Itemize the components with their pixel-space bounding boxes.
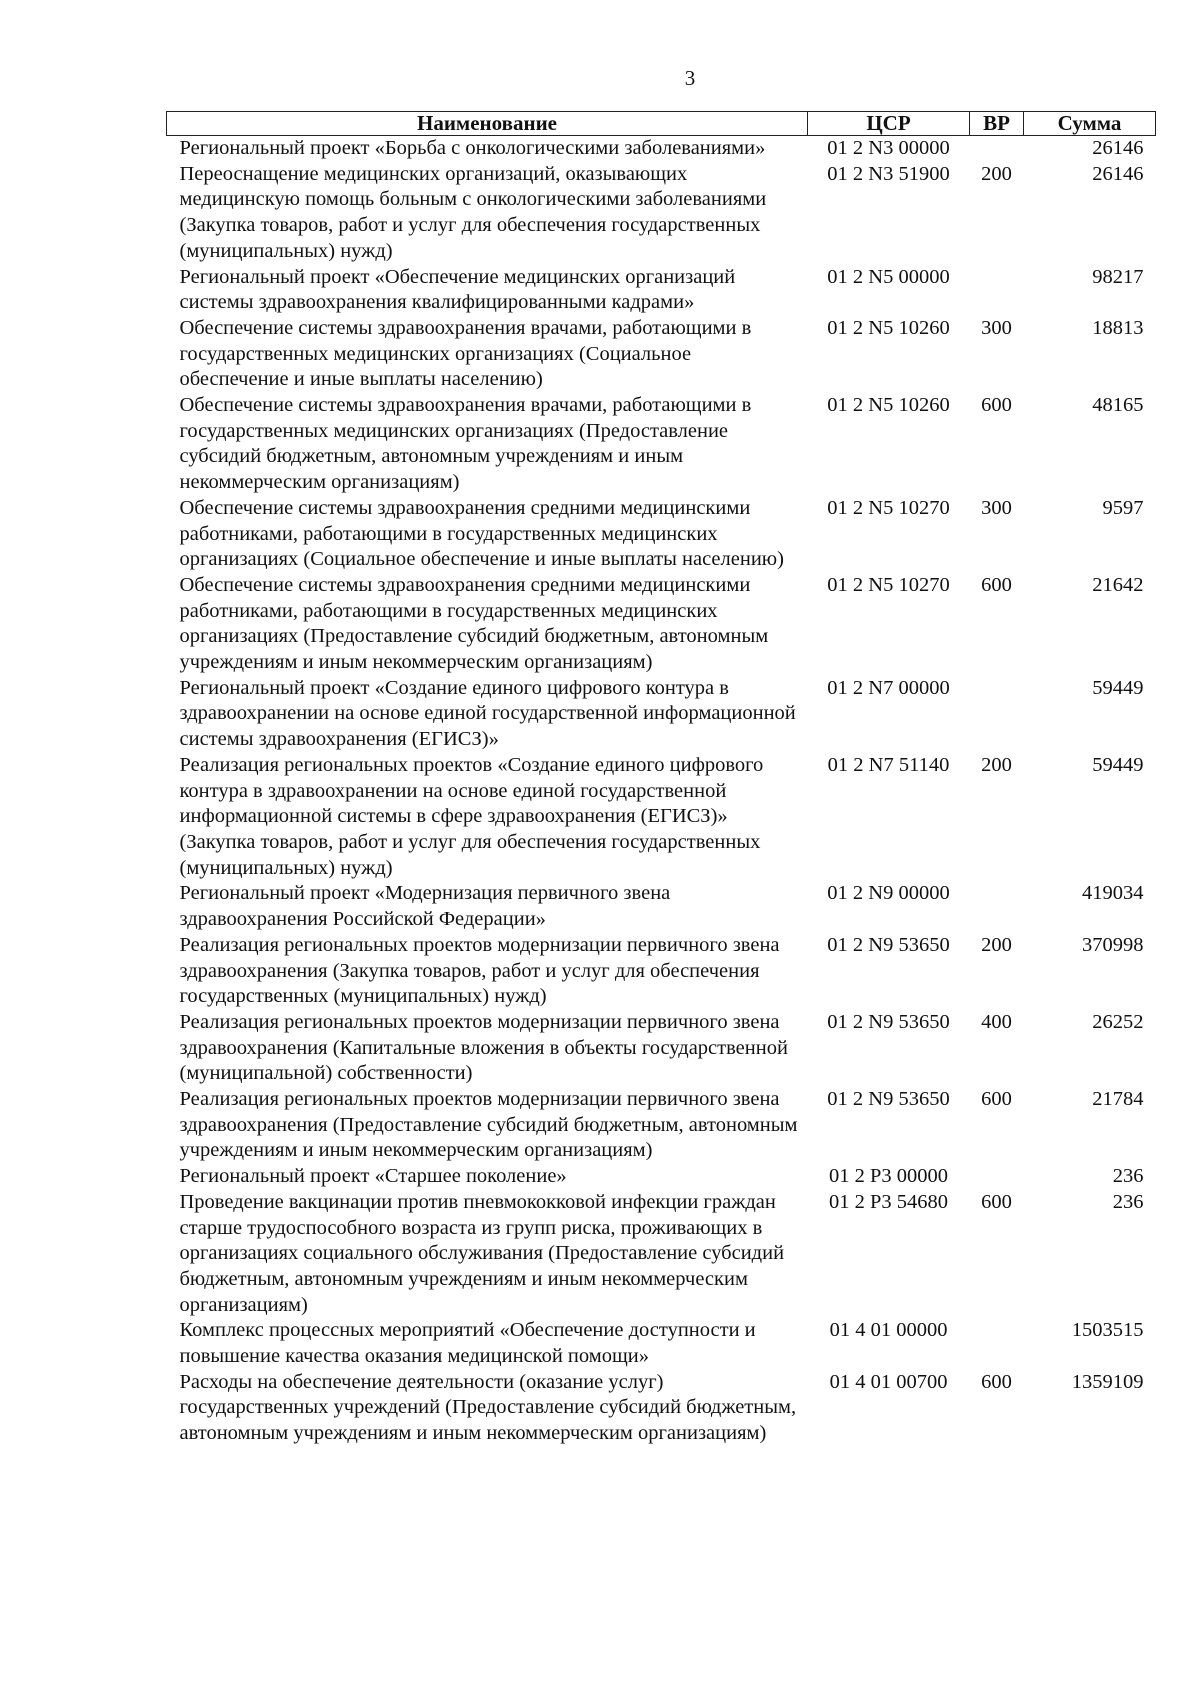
cell-csr: 01 4 01 00000 (829, 1319, 948, 1342)
table-body (167, 136, 1156, 1447)
cell-name: Обеспечение системы здравоохранения врачами, работающими в государственных медицинских организациях (Предоставление субсидий бюджетным, автономным учреждениям и иным некоммерческим организациям) (179, 394, 752, 494)
cell-name: Региональный проект «Модернизация первичного звена здравоохранения Российской Федерации» (179, 882, 671, 931)
cell-csr: 01 2 N9 00000 (827, 882, 950, 905)
table-row (167, 1087, 1156, 1164)
cell-vr: 200 (981, 933, 1012, 956)
cell-sum: 26146 (1092, 162, 1144, 185)
cell-sum: 26252 (1092, 1010, 1144, 1033)
header-name: Наименование (167, 112, 808, 136)
cell-sum: 9597 (1102, 496, 1144, 519)
cell-vr (970, 881, 1024, 932)
cell-sum: 59449 (1092, 676, 1144, 699)
cell-csr: 01 2 P3 00000 (828, 1165, 949, 1188)
cell-csr: 01 2 N3 51900 (827, 162, 950, 185)
cell-name: Проведение вакцинации против пневмококковой инфекции граждан старше трудоспособного возраста из групп риска, проживающих в организациях социального обслуживания (Предоставление субсидий бюджетным, автономным учреждениям и иным некоммерческим организациям) (179, 1190, 785, 1316)
cell-csr: 01 2 N5 00000 (827, 265, 950, 288)
cell-sum: 21784 (1092, 1088, 1144, 1111)
cell-name: Обеспечение системы здравоохранения средними медицинскими работниками, работающими в государственных медицинских организациях (Предоставление субсидий бюджетным, автономным учреждениям и иным некоммерческим организациям) (179, 573, 769, 674)
table-header-row (167, 112, 1156, 136)
header-csr: ЦСР (808, 112, 970, 136)
cell-name: Региональный проект «Создание единого цифрового контура в здравоохранении на основе единой государственной информационной системы здравоохранения (ЕГИСЗ)» (179, 676, 796, 751)
cell-vr: 400 (981, 1010, 1012, 1033)
cell-vr (970, 1318, 1024, 1369)
cell-sum: 419034 (1082, 882, 1144, 905)
cell-vr: 600 (981, 1370, 1012, 1393)
cell-name: Региональный проект «Обеспечение медицинских организаций системы здравоохранения квалифицированными кадрами» (179, 265, 736, 314)
table-row (167, 753, 1156, 882)
cell-name: Реализация региональных проектов «Создание единого цифрового контура в здравоохранении на основе единой государственной информационной системы в сфере здравоохранения (ЕГИСЗ)» (Закупка товаров, работ и услуг для обеспечения государственных (муниципальных) нужд) (179, 753, 764, 879)
cell-csr: 01 2 N7 51140 (827, 753, 950, 776)
cell-vr: 200 (981, 162, 1012, 185)
table-row (167, 1190, 1156, 1319)
cell-csr: 01 2 N3 00000 (827, 137, 950, 159)
cell-csr: 01 2 N9 53650 (827, 933, 950, 956)
cell-vr (970, 676, 1024, 753)
cell-sum: 98217 (1092, 265, 1144, 288)
cell-vr (970, 136, 1024, 162)
table-row (167, 1010, 1156, 1087)
cell-csr: 01 2 N5 10260 (827, 394, 950, 417)
table-row (167, 1318, 1156, 1369)
table-row (167, 136, 1156, 162)
cell-name: Реализация региональных проектов модернизации первичного звена здравоохранения (Закупка товаров, работ и услуг для обеспечения государственных (муниципальных) нужд) (179, 933, 780, 1008)
table-row (167, 496, 1156, 573)
table-row (167, 933, 1156, 1010)
cell-csr: 01 2 N5 10270 (827, 573, 950, 596)
table-row (167, 881, 1156, 932)
cell-vr: 200 (981, 753, 1012, 776)
cell-name: Региональный проект «Борьба с онкологическими заболеваниями» (179, 137, 766, 159)
table-row (167, 393, 1156, 496)
cell-name: Реализация региональных проектов модернизации первичного звена здравоохранения (Капитальные вложения в объекты государственной (муниципальной) собственности) (179, 1010, 788, 1085)
page-number: 3 (684, 66, 696, 90)
cell-sum: 236 (1112, 1190, 1144, 1213)
cell-vr: 300 (981, 496, 1012, 519)
cell-sum: 21642 (1092, 573, 1144, 596)
cell-vr: 600 (981, 394, 1012, 417)
cell-name: Реализация региональных проектов модернизации первичного звена здравоохранения (Предоставление субсидий бюджетным, автономным учреждениям и иным некоммерческим организациям) (179, 1088, 798, 1162)
cell-csr: 01 2 N5 10270 (827, 496, 950, 519)
cell-vr: 600 (981, 573, 1012, 596)
cell-name: Расходы на обеспечение деятельности (оказание услуг) государственных учреждений (Предоставление субсидий бюджетным, автономным учреждениям и иным некоммерческим организациям) (179, 1370, 797, 1445)
table-row (167, 676, 1156, 753)
cell-vr: 600 (981, 1088, 1012, 1111)
cell-vr (970, 265, 1024, 316)
header-sum: Сумма (1024, 112, 1156, 136)
table-row (167, 1370, 1156, 1447)
cell-name: Переоснащение медицинских организаций, оказывающих медицинскую помощь больным с онкологическими заболеваниями (Закупка товаров, работ и услуг для обеспечения государственных (муниципальных) нужд) (179, 162, 767, 262)
cell-sum: 236 (1112, 1165, 1144, 1188)
cell-csr: 01 2 P3 54680 (828, 1190, 949, 1213)
header-vr: ВР (970, 112, 1024, 136)
table-row (167, 1164, 1156, 1190)
cell-name: Обеспечение системы здравоохранения средними медицинскими работниками, работающими в государственных медицинских организациях (Социальное обеспечение и иные выплаты населению) (179, 496, 784, 571)
cell-csr: 01 2 N9 53650 (827, 1010, 950, 1033)
cell-vr: 600 (981, 1190, 1012, 1213)
cell-sum: 1359109 (1071, 1370, 1144, 1393)
cell-sum: 48165 (1092, 394, 1144, 417)
cell-csr: 01 2 N5 10260 (827, 316, 950, 339)
cell-name: Обеспечение системы здравоохранения врачами, работающими в государственных медицинских организациях (Социальное обеспечение и иные выплаты населению) (179, 316, 752, 391)
budget-table (166, 111, 1156, 1447)
cell-csr: 01 2 N7 00000 (827, 676, 950, 699)
table-row (167, 316, 1156, 393)
cell-name: Комплекс процессных мероприятий «Обеспечение доступности и повышение качества оказания медицинской помощи» (179, 1319, 756, 1368)
table-row (167, 573, 1156, 676)
cell-csr: 01 2 N9 53650 (827, 1088, 950, 1111)
cell-sum: 1503515 (1071, 1319, 1144, 1342)
cell-csr: 01 4 01 00700 (829, 1370, 948, 1393)
cell-sum: 370998 (1082, 933, 1144, 956)
table-row (167, 162, 1156, 265)
table-row (167, 265, 1156, 316)
cell-sum: 59449 (1092, 753, 1144, 776)
cell-sum: 18813 (1092, 316, 1144, 339)
cell-name: Региональный проект «Старшее поколение» (179, 1165, 567, 1188)
cell-vr: 300 (981, 316, 1012, 339)
cell-sum: 26146 (1092, 137, 1144, 159)
cell-vr (970, 1164, 1024, 1190)
